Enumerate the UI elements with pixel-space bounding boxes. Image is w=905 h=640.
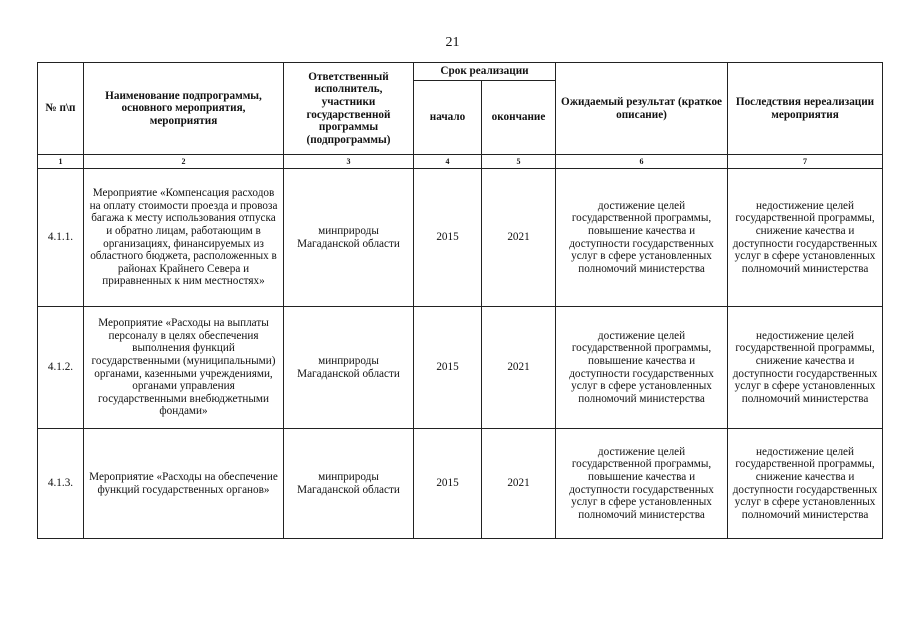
row-end: 2021 [482,169,556,307]
column-number: 3 [284,155,414,169]
row-start: 2015 [414,307,482,429]
row-name: Мероприятие «Расходы на выплаты персоналу в целях обеспечения выполнения функций государственными (муниципальными) органами, казенными учреждениями, органами управления государственными внебюджетными фондами» [84,307,284,429]
row-number: 4.1.3. [38,429,84,539]
column-number: 5 [482,155,556,169]
column-number: 7 [728,155,883,169]
row-number: 4.1.1. [38,169,84,307]
table-row [38,307,883,429]
row-executor: минприроды Магаданской области [284,429,414,539]
header-consequence: Последствия нереализации мероприятия [728,63,883,155]
header-end: окончание [482,81,556,155]
program-table [37,62,883,539]
page-number: 21 [445,35,460,50]
header-result: Ожидаемый результат (краткое описание) [556,63,728,155]
header-name: Наименование подпрограммы, основного мероприятия, мероприятия [84,63,284,155]
table-row [38,169,883,307]
row-number: 4.1.2. [38,307,84,429]
header-executor: Ответственный исполнитель, участники государственной программы (подпрограммы) [284,63,414,155]
header-term: Срок реализации [414,63,556,81]
row-result: достижение целей государственной программы, повышение качества и доступности государственных услуг в сфере установленных полномочий министерства [556,307,728,429]
row-consequence: недостижение целей государственной программы, снижение качества и доступности государственных услуг в сфере установленных полномочий министерства [728,169,883,307]
row-executor: минприроды Магаданской области [284,307,414,429]
row-end: 2021 [482,307,556,429]
row-consequence: недостижение целей государственной программы, снижение качества и доступности государственных услуг в сфере установленных полномочий министерства [728,429,883,539]
row-result: достижение целей государственной программы, повышение качества и доступности государственных услуг в сфере установленных полномочий министерства [556,429,728,539]
row-start: 2015 [414,429,482,539]
row-start: 2015 [414,169,482,307]
column-number: 1 [38,155,84,169]
row-name: Мероприятие «Компенсация расходов на оплату стоимости проезда и провоза багажа к месту использования отпуска и обратно лицам, работающим в организациях, финансируемых из областного бюджета, расположенных в районах Крайнего Севера и приравненных к ним местностях» [84,169,284,307]
header-number: № п\п [38,63,84,155]
column-number: 4 [414,155,482,169]
row-consequence: недостижение целей государственной программы, снижение качества и доступности государственных услуг в сфере установленных полномочий министерства [728,307,883,429]
column-number: 6 [556,155,728,169]
column-number: 2 [84,155,284,169]
row-name: Мероприятие «Расходы на обеспечение функций государственных органов» [84,429,284,539]
column-number-row [38,155,883,169]
header-start: начало [414,81,482,155]
row-executor: минприроды Магаданской области [284,169,414,307]
row-end: 2021 [482,429,556,539]
table-row [38,429,883,539]
row-result: достижение целей государственной программы, повышение качества и доступности государственных услуг в сфере установленных полномочий министерства [556,169,728,307]
